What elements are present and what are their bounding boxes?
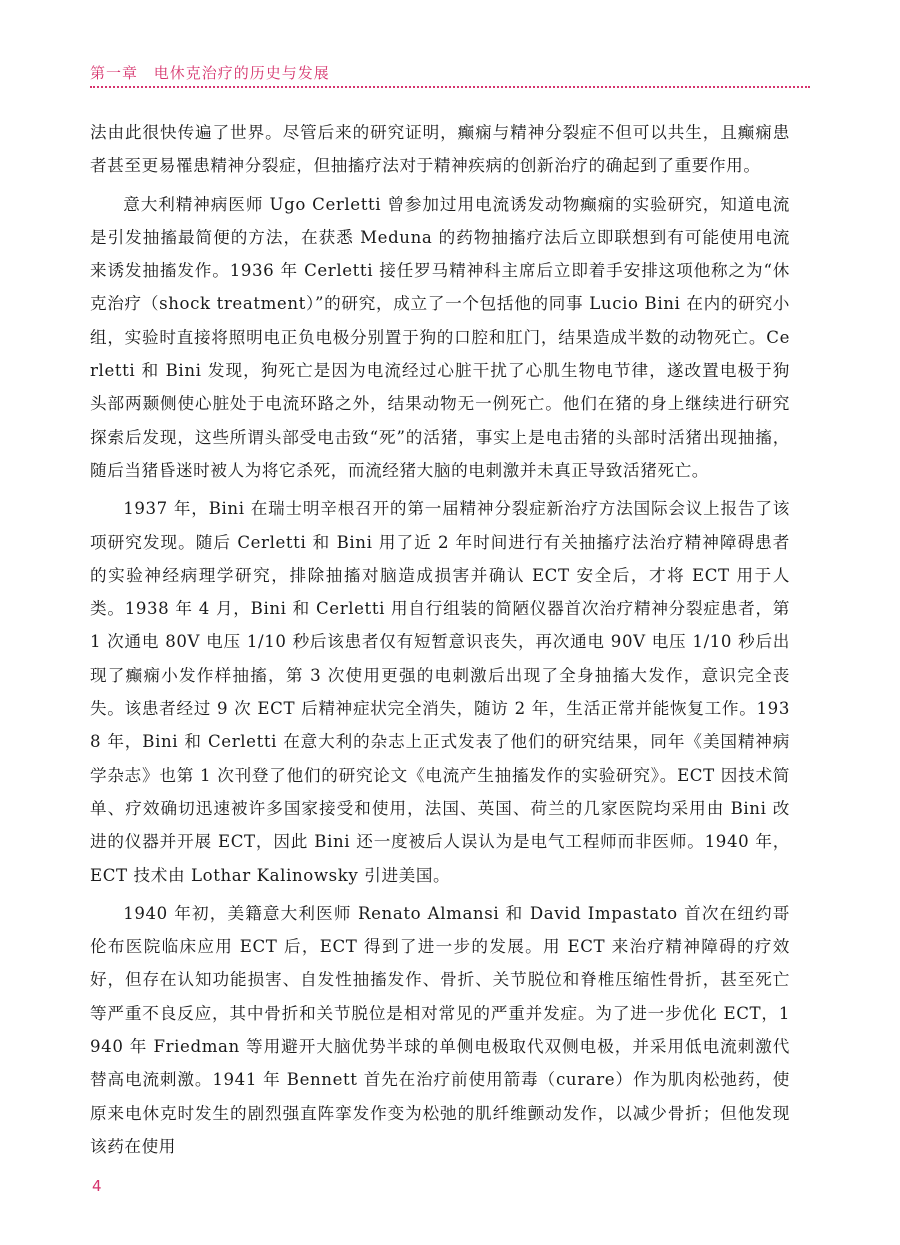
header-dotted-rule <box>90 86 810 88</box>
paragraph-continuation: 法由此很快传遍了世界。尽管后来的研究证明，癫痫与精神分裂症不但可以共生，且癫痫患者甚至更易罹患精神分裂症，但抽搐疗法对于精神疾病的创新治疗的确起到了重要作用。 <box>90 123 790 176</box>
running-header <box>90 62 810 88</box>
paragraph-1940: 1940 年初，美籍意大利医师 Renato Almansi 和 David Impastato 首次在纽约哥伦布医院临床应用 ECT 后，ECT 得到了进一步的发展。用 ECT 来治疗精神障碍的疗效好，但存在认知功能损害、自发性抽搐发作、骨折、关节脱位和脊椎压缩性骨折，甚至死亡等严重不良反应，其中骨折和关节脱位是相对常见的严重并发症。为了进一步优化 ECT，1940 年 Friedman 等用避开大脑优势半球的单侧电极取代双侧电极，并采用低电流刺激代替高电流刺激。1941 年 Bennett 首先在治疗前使用箭毒（curare）作为肌肉松弛药，使原来电休克时发生的剧烈强直阵挛发作变为松弛的肌纤维颤动发作，以减少骨折；但他发现该药在使用 <box>90 903 790 1156</box>
paragraph-cerletti: 意大利精神病医师 Ugo Cerletti 曾参加过用电流诱发动物癫痫的实验研究，知道电流是引发抽搐最简便的方法，在获悉 Meduna 的药物抽搐疗法后立即联想到有可能使用电流来诱发抽搐发作。1936 年 Cerletti 接任罗马精神科主席后立即着手安排这项他称之为“休克治疗（shock treatment）”的研究，成立了一个包括他的同事 Lucio Bini 在内的研究小组，实验时直接将照明电正负电极分别置于狗的口腔和肛门，结果造成半数的动物死亡。Cerletti 和 Bini 发现，狗死亡是因为电流经过心脏干扰了心肌生物电节律，遂改置电极于狗头部两颞侧使心脏处于电流环路之外，结果动物无一例死亡。他们在猪的身上继续进行研究探索后发现，这些所谓头部受电击致“死”的活猪，事实上是电击猪的头部时活猪出现抽搐，随后当猪昏迷时被人为将它杀死，而流经猪大脑的电刺激并未真正导致活猪死亡。 <box>90 194 790 480</box>
page-number: 4 <box>92 1177 102 1195</box>
chapter-number: 第一章 <box>90 64 139 82</box>
chapter-title: 电休克治疗的历史与发展 <box>153 64 330 82</box>
paragraph-1937: 1937 年，Bini 在瑞士明辛根召开的第一届精神分裂症新治疗方法国际会议上报告了该项研究发现。随后 Cerletti 和 Bini 用了近 2 年时间进行有关抽搐疗法治疗精神障碍患者的实验神经病理学研究，排除抽搐对脑造成损害并确认 ECT 安全后，才将 ECT 用于人类。1938 年 4 月，Bini 和 Cerletti 用自行组装的简陋仪器首次治疗精神分裂症患者，第 1 次通电 80V 电压 1/10 秒后该患者仅有短暂意识丧失，再次通电 90V 电压 1/10 秒后出现了癫痫小发作样抽搐，第 3 次使用更强的电刺激后出现了全身抽搐大发作，意识完全丧失。该患者经过 9 次 ECT 后精神症状完全消失，随访 2 年，生活正常并能恢复工作。1938 年，Bini 和 Cerletti 在意大利的杂志上正式发表了他们的研究结果，同年《美国精神病学杂志》也第 1 次刊登了他们的研究论文《电流产生抽搐发作的实验研究》。ECT 因技术简单、疗效确切迅速被许多国家接受和使用，法国、英国、荷兰的几家医院均采用由 Bini 改进的仪器并开展 ECT，因此 Bini 还一度被后人误认为是电气工程师而非医师。1940 年，ECT 技术由 Lothar Kalinowsky 引进美国。 <box>90 499 790 885</box>
body-text <box>90 116 790 1168</box>
